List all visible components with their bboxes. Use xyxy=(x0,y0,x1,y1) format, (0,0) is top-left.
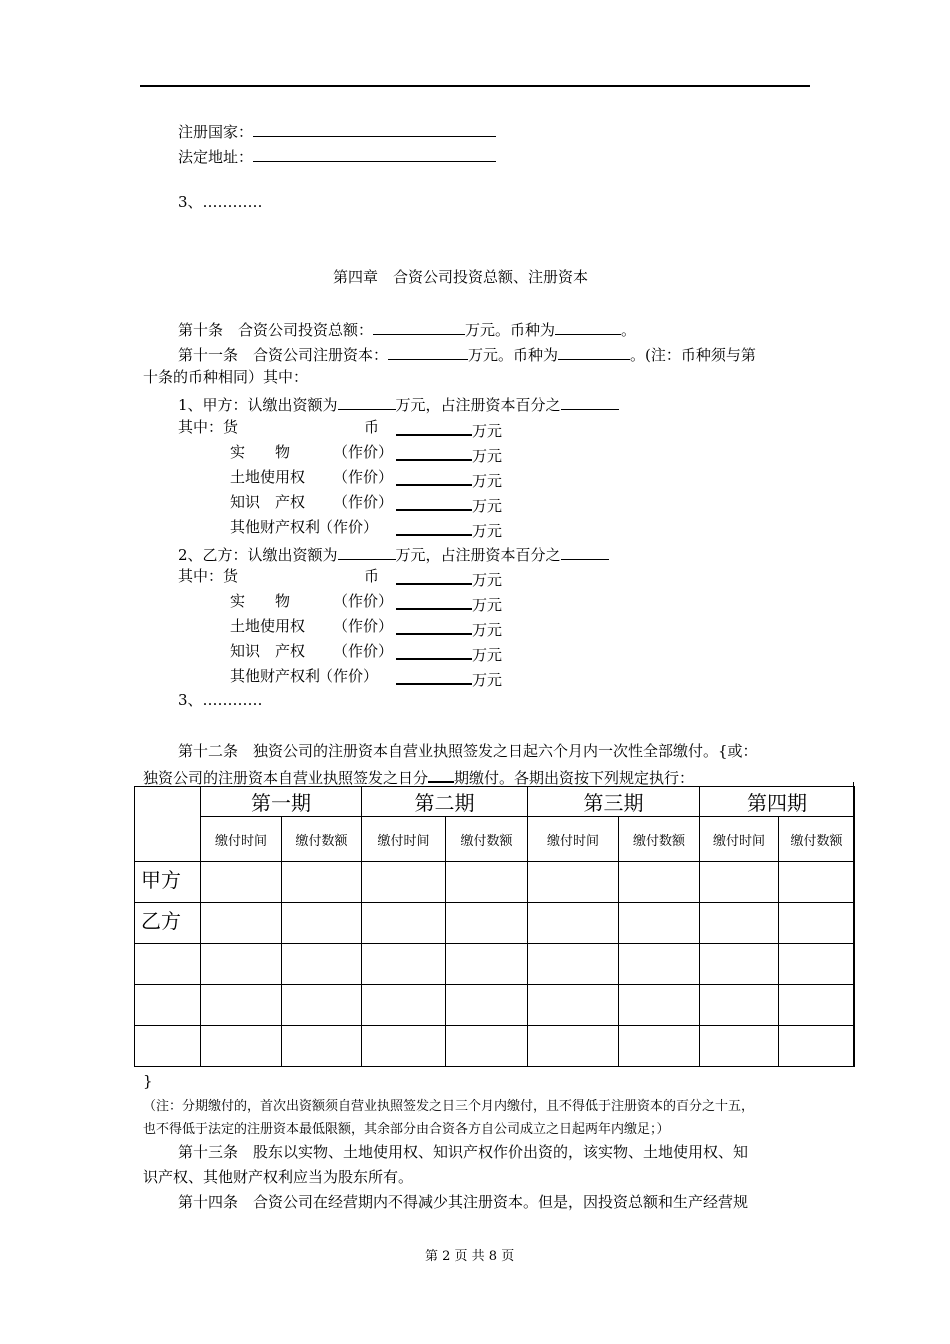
party-a-intro-text: 1、甲方：认缴出资额为 xyxy=(178,396,338,414)
table-cell[interactable] xyxy=(446,1026,528,1067)
party-b-intro xyxy=(178,545,609,563)
page-footer: 第 2 页 共 8 页 xyxy=(425,1249,515,1264)
value-blank[interactable] xyxy=(396,619,472,635)
party-a-percent-blank[interactable] xyxy=(561,395,619,410)
unit: 万元 xyxy=(472,497,503,515)
table-cell[interactable] xyxy=(528,985,619,1026)
party-a-row-goods-val xyxy=(396,445,502,464)
table-cell[interactable] xyxy=(362,1026,446,1067)
table-cell[interactable] xyxy=(779,985,855,1026)
table-cell[interactable] xyxy=(282,903,362,944)
table-cell[interactable] xyxy=(135,1026,201,1067)
value-blank[interactable] xyxy=(396,520,472,536)
table-cell[interactable] xyxy=(362,944,446,985)
article-13-line2: 识产权、其他财产权利应当为股东所有。 xyxy=(143,1168,414,1186)
payment-schedule-table xyxy=(134,786,855,1067)
party-a-row-ip: 知识 产权 xyxy=(230,493,306,511)
table-cell[interactable] xyxy=(700,903,779,944)
table-row xyxy=(135,1026,855,1067)
party-a-row-other-l2: （作价） xyxy=(318,518,379,536)
unit: 万元 xyxy=(472,671,503,689)
sub-header-amount: 缴付数额 xyxy=(446,817,528,862)
party-a-amount-blank[interactable] xyxy=(338,395,396,410)
country-blank[interactable] xyxy=(253,122,496,137)
party-a-row-other-val xyxy=(396,520,502,539)
unit: 万元 xyxy=(472,472,503,490)
table-cell[interactable] xyxy=(362,862,446,903)
party-a-row-currency xyxy=(178,420,238,435)
item-3-ellipsis: 3、………… xyxy=(178,193,263,211)
table-cell[interactable] xyxy=(362,985,446,1026)
article-13-line1: 第十三条 股东以实物、土地使用权、知识产权作价出资的，该实物、土地使用权、知 xyxy=(178,1143,749,1161)
table-cell[interactable] xyxy=(619,862,700,903)
sub-header-time: 缴付时间 xyxy=(700,817,779,862)
table-cell[interactable] xyxy=(528,862,619,903)
unit: 万元 xyxy=(472,571,503,589)
installments-blank[interactable] xyxy=(428,767,454,783)
party-b-row-other: 其他财产权利 xyxy=(230,667,321,685)
party-b-row-land: 土地使用权 xyxy=(230,617,306,635)
unit: 万元 xyxy=(472,422,503,440)
party-b-row-ip-val xyxy=(396,644,502,663)
unit: 万元 xyxy=(472,646,503,664)
table-cell[interactable] xyxy=(201,903,282,944)
article-12-line2 xyxy=(143,767,694,786)
party-a-row-goods: 实 物 xyxy=(230,443,291,461)
table-cell[interactable] xyxy=(201,944,282,985)
party-a-row-other: 其他财产权利 xyxy=(230,518,321,536)
party-a-intro xyxy=(178,395,619,413)
party-b-row-currency-l2: 币 xyxy=(364,567,380,585)
party-b-row-ip-l2: （作价） xyxy=(333,642,394,660)
art12-line2a: 独资公司的注册资本自营业执照签发之日分 xyxy=(143,769,429,787)
table-cell[interactable] xyxy=(446,944,528,985)
party-b-row-goods: 实 物 xyxy=(230,592,291,610)
article-14: 第十四条 合资公司在经营期内不得减少其注册资本。但是，因投资总额和生产经营规 xyxy=(178,1193,749,1211)
party-a-row-land-l2: （作价） xyxy=(333,468,394,486)
party-a-row-land: 土地使用权 xyxy=(230,468,306,486)
table-cell[interactable] xyxy=(619,985,700,1026)
value-blank[interactable] xyxy=(396,445,472,461)
period-1-header: 第一期 xyxy=(201,787,362,817)
table-cell[interactable] xyxy=(135,944,201,985)
row-label: 其中：货 xyxy=(178,418,239,436)
sub-header-time: 缴付时间 xyxy=(528,817,619,862)
article-11 xyxy=(178,345,756,363)
value-blank[interactable] xyxy=(396,470,472,486)
party-b-mid: 万元，占注册资本百分之 xyxy=(395,546,561,564)
party-b-percent-blank[interactable] xyxy=(561,545,609,560)
art10-end: 。 xyxy=(621,321,637,339)
sub-header-amount: 缴付数额 xyxy=(282,817,362,862)
table-cell[interactable] xyxy=(282,985,362,1026)
article-10 xyxy=(178,320,636,338)
value-blank[interactable] xyxy=(396,594,472,610)
currency-blank-10[interactable] xyxy=(555,320,621,335)
table-cell[interactable] xyxy=(700,944,779,985)
party-a-mid: 万元，占注册资本百分之 xyxy=(395,396,561,414)
article-12-line1: 第十二条 独资公司的注册资本自营业执照签发之日起六个月内一次性全部缴付。{或： xyxy=(178,742,758,760)
party-b-row-land-l2: （作价） xyxy=(333,617,394,635)
value-blank[interactable] xyxy=(396,569,472,585)
art11-prefix: 第十一条 合资公司注册资本： xyxy=(178,346,389,364)
country-label: 注册国家： xyxy=(178,123,254,141)
table-cell[interactable] xyxy=(619,1026,700,1067)
table-cell[interactable] xyxy=(619,903,700,944)
chapter-title: 第四章 合资公司投资总额、注册资本 xyxy=(333,268,589,286)
period-2-header: 第二期 xyxy=(362,787,528,817)
address-line xyxy=(178,147,496,165)
table-cell[interactable] xyxy=(201,1026,282,1067)
note-line-2: 也不得低于法定的注册资本最低限额，其余部分由合资各方自公司成立之日起两年内缴足；） xyxy=(143,1122,670,1137)
table-cell[interactable] xyxy=(135,985,201,1026)
country-line xyxy=(178,122,496,140)
currency-blank-11[interactable] xyxy=(558,345,630,360)
party-b-row-goods-val xyxy=(396,594,502,613)
table-cell[interactable] xyxy=(362,903,446,944)
row-label-party-b: 乙方 xyxy=(135,903,201,944)
party-b-amount-blank[interactable] xyxy=(338,545,396,560)
value-blank[interactable] xyxy=(396,644,472,660)
table-cell[interactable] xyxy=(528,944,619,985)
closing-brace: } xyxy=(143,1072,153,1090)
table-row xyxy=(135,903,855,944)
total-investment-blank[interactable] xyxy=(373,320,465,335)
table-cell[interactable] xyxy=(779,944,855,985)
table-row xyxy=(135,862,855,903)
table-cell[interactable] xyxy=(282,1026,362,1067)
row-label-party-a: 甲方 xyxy=(135,862,201,903)
sub-header-amount: 缴付数额 xyxy=(619,817,700,862)
art10-prefix: 第十条 合资公司投资总额： xyxy=(178,321,374,339)
table-cell[interactable] xyxy=(446,862,528,903)
table-row xyxy=(135,985,855,1026)
table-row xyxy=(135,944,855,985)
table-cell[interactable] xyxy=(282,862,362,903)
unit: 万元 xyxy=(472,447,503,465)
party-a-row-ip-l2: （作价） xyxy=(333,493,394,511)
period-4-header: 第四期 xyxy=(700,787,855,817)
table-cell[interactable] xyxy=(700,1026,779,1067)
party-b-row-currency-val xyxy=(396,569,502,588)
art11-mid: 万元。币种为 xyxy=(468,346,559,364)
header-rule xyxy=(140,85,810,87)
art12-line2b: 期缴付。各期出资按下列规定执行： xyxy=(454,769,695,787)
value-blank[interactable] xyxy=(396,420,472,436)
party-b-row-other-val xyxy=(396,669,502,688)
table-cell[interactable] xyxy=(201,985,282,1026)
address-blank[interactable] xyxy=(253,147,496,162)
party-b-row-ip: 知识 产权 xyxy=(230,642,306,660)
value-blank[interactable] xyxy=(396,669,472,685)
table-cell[interactable] xyxy=(446,903,528,944)
party-b-row-currency: 其中：货 xyxy=(178,567,239,585)
table-cell[interactable] xyxy=(700,862,779,903)
corner-cell xyxy=(135,787,201,862)
table-cell[interactable] xyxy=(528,1026,619,1067)
table-cell[interactable] xyxy=(779,1026,855,1067)
table-cell[interactable] xyxy=(779,903,855,944)
table-cell[interactable] xyxy=(282,944,362,985)
art10-mid: 万元。币种为 xyxy=(465,321,556,339)
party-a-row-goods-l2: （作价） xyxy=(333,443,394,461)
party-a-row-land-val xyxy=(396,470,502,489)
party-a-row-ip-val xyxy=(396,495,502,514)
art11-note: 。(注：币种须与第 xyxy=(630,346,756,364)
sub-header-amount: 缴付数额 xyxy=(779,817,855,862)
unit: 万元 xyxy=(472,522,503,540)
party-b-row-land-val xyxy=(396,619,502,638)
period-3-header: 第三期 xyxy=(528,787,700,817)
item-3b-ellipsis: 3、………… xyxy=(178,691,263,709)
table-cell[interactable] xyxy=(528,903,619,944)
sub-header-time: 缴付时间 xyxy=(362,817,446,862)
registered-capital-blank[interactable] xyxy=(388,345,468,360)
party-a-row-currency-val xyxy=(396,420,502,439)
table-cell[interactable] xyxy=(700,985,779,1026)
party-a-row-currency-l2: 币 xyxy=(364,418,380,436)
unit: 万元 xyxy=(472,621,503,639)
table-cell[interactable] xyxy=(201,862,282,903)
note-line-1: （注：分期缴付的，首次出资额须自营业执照签发之日三个月内缴付，且不得低于注册资本的百分之十五， xyxy=(143,1099,755,1114)
article-11-cont: 十条的币种相同）其中： xyxy=(143,368,309,386)
table-cell[interactable] xyxy=(619,944,700,985)
table-cell[interactable] xyxy=(446,985,528,1026)
party-b-intro-text: 2、乙方：认缴出资额为 xyxy=(178,546,338,564)
party-b-row-goods-l2: （作价） xyxy=(333,592,394,610)
table-cell[interactable] xyxy=(779,862,855,903)
address-label: 法定地址： xyxy=(178,148,254,166)
value-blank[interactable] xyxy=(396,495,472,511)
party-b-row-other-l2: （作价） xyxy=(318,667,379,685)
unit: 万元 xyxy=(472,596,503,614)
sub-header-time: 缴付时间 xyxy=(201,817,282,862)
